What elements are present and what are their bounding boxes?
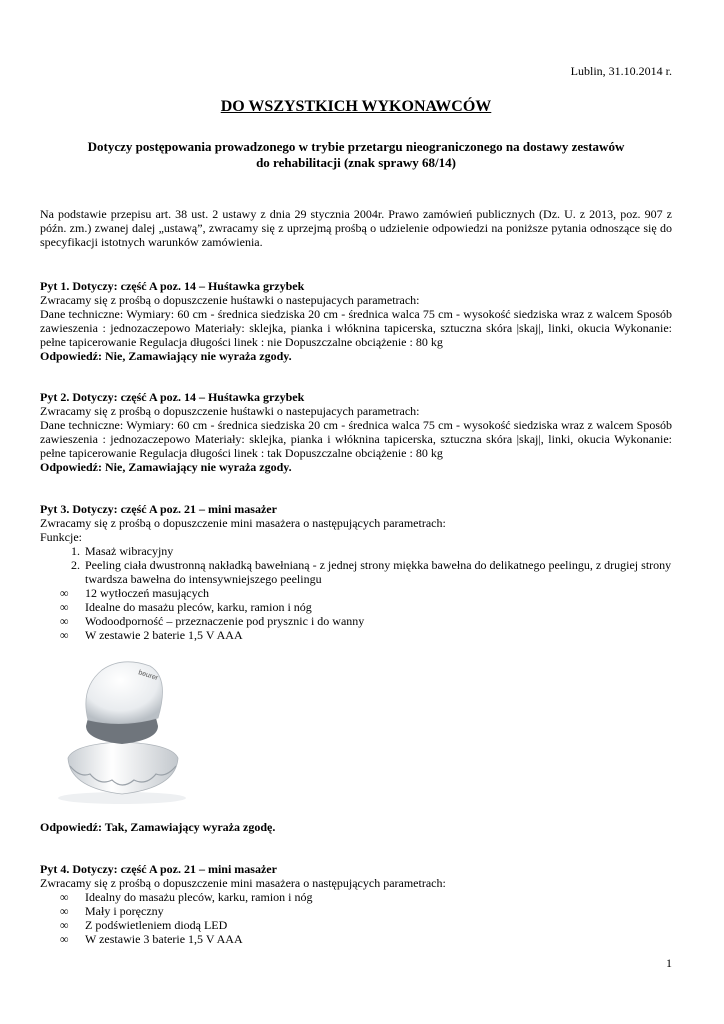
intro-paragraph: Na podstawie przepisu art. 38 ust. 2 ustawy z dnia 29 stycznia 2004r. Prawo zamówień publicznych (Dz. U. z 2013, poz. 907 z późn. zm.) zwanej dalej „ustawą”, zwracamy się z uprzejmą prośbą o udzielenie odpowiedzi na poniższe pytania odnoszące się do specyfikacji istotnych warunków zamówienia. <box>40 207 672 249</box>
numbered-list <box>40 544 672 642</box>
list-item: ∞ Idealny do masażu pleców, karku, ramion i nóg <box>60 890 313 904</box>
question-3 <box>40 502 672 642</box>
massager-base <box>68 742 178 794</box>
brand-logo: beurer <box>137 669 159 683</box>
list-item: ∞ Idealne do masażu pleców, karku, ramion i nóg <box>60 600 312 614</box>
list-item: ∞ 12 wytłoczeń masujących <box>60 586 209 600</box>
question-specs: Dane techniczne: Wymiary: 60 cm - średnica siedziska 20 cm - średnica walca 75 cm - wysokość siedziska wraz z walcem Sposób zawieszenia : jednozaczepowo Materiały: sklejka, pianka i włóknina tapicerska, sztuczna skóra |skaj|, linki, okucia Wykonanie: pełne tapicerowanie Regulacja długości linek : nie Dopuszczalne obciążenie : 80 kg <box>40 307 672 349</box>
massager-product-photo <box>40 648 200 808</box>
list-item: ∞ W zestawie 2 baterie 1,5 V AAA <box>60 628 243 642</box>
list-item: ∞ W zestawie 3 baterie 1,5 V AAA <box>60 932 243 946</box>
massager-top <box>86 662 163 724</box>
list-item: ∞ Wodoodporność – przeznaczenie pod prysznic i do wanny <box>60 614 365 628</box>
page-number: 1 <box>666 956 672 970</box>
question-4 <box>40 862 672 946</box>
answer: Odpowiedź: Tak, Zamawiający wyraża zgodę. <box>40 820 276 834</box>
answer-3-block <box>40 820 672 834</box>
question-text: Zwracamy się z prośbą o dopuszczenie huśtawki o nastepujacych parametrach: <box>40 293 420 307</box>
subject-line-2: do rehabilitacji (znak sprawy 68/14) <box>256 155 456 170</box>
question-heading: Pyt 1. Dotyczy: część A poz. 14 – Huśtawka grzybek <box>40 279 305 293</box>
document-date: Lublin, 31.10.2014 r. <box>570 64 672 78</box>
question-text: Zwracamy się z prośbą o dopuszczenie huśtawki o nastepujacych parametrach: <box>40 404 420 418</box>
document-subject <box>40 139 672 171</box>
question-text: Zwracamy się z prośbą o dopuszczenie mini masażera o następujących parametrach: <box>40 516 446 530</box>
subject-line-1: Dotyczy postępowania prowadzonego w trybie przetargu nieograniczonego na dostawy zestawów <box>87 139 625 154</box>
question-heading: Pyt 3. Dotyczy: część A poz. 21 – mini masażer <box>40 502 277 516</box>
question-text: Zwracamy się z prośbą o dopuszczenie mini masażera o następujących parametrach: <box>40 876 446 890</box>
question-2 <box>40 390 672 474</box>
functions-label: Funkcje: <box>40 530 82 544</box>
question-1 <box>40 279 672 363</box>
list-item: ∞ Mały i poręczny <box>60 904 164 918</box>
list-item: 2. Peeling ciała dwustronną nakładką bawełnianą - z jednej strony miękka bawełna do delikatnego peelingu, z drugiej strony twardsza bawełna do intensywniejszego peelingu <box>71 558 672 586</box>
document-title: DO WSZYSTKICH WYKONAWCÓW <box>220 98 492 115</box>
list-item: 1. Masaż wibracyjny <box>71 544 174 558</box>
question-heading: Pyt 4. Dotyczy: część A poz. 21 – mini masażer <box>40 862 277 876</box>
answer: Odpowiedź: Nie, Zamawiający nie wyraża zgody. <box>40 460 292 474</box>
list-item: ∞ Z podświetleniem diodą LED <box>60 918 228 932</box>
answer: Odpowiedź: Nie, Zamawiający nie wyraża zgody. <box>40 349 292 363</box>
question-specs: Dane techniczne: Wymiary: 60 cm - średnica siedziska 20 cm - średnica walca 75 cm - wysokość siedziska wraz z walcem Sposób zawieszenia : jednozaczepowo Materiały: sklejka, pianka i włóknina tapicerska, sztuczna skóra |skaj|, linki, okucia Wykonanie: pełne tapicerowanie Regulacja długości linek : tak Dopuszczalne obciążenie : 80 kg <box>40 418 672 460</box>
bullet-list <box>40 890 672 946</box>
question-heading: Pyt 2. Dotyczy: część A poz. 14 – Huśtawka grzybek <box>40 390 305 404</box>
